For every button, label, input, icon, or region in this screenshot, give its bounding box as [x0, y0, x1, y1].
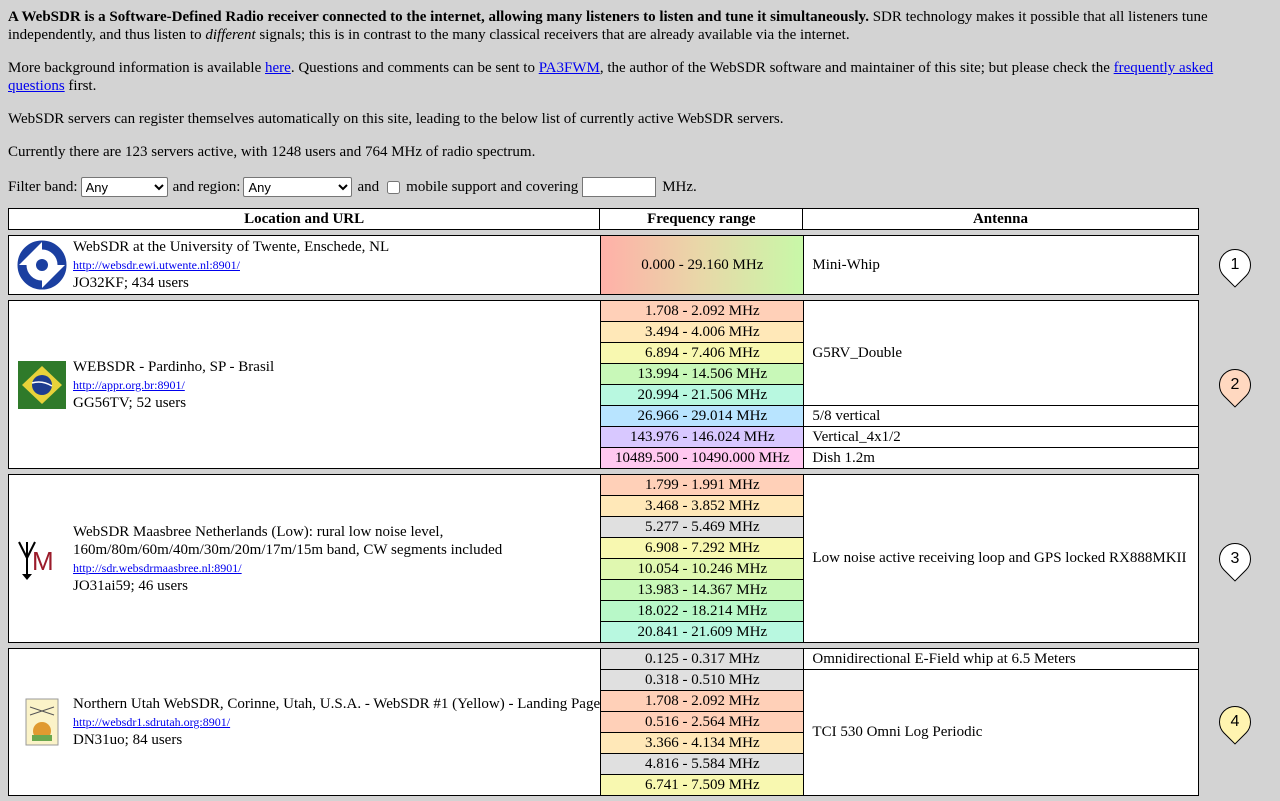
frequency-range: 3.468 - 3.852 MHz [601, 496, 803, 517]
map-marker-icon[interactable] [1213, 362, 1258, 407]
location-inner [9, 695, 600, 749]
frequency-range: 4.816 - 5.584 MHz [601, 754, 803, 775]
frequency-range: 1.799 - 1.991 MHz [601, 475, 803, 496]
region-filter-label: and region: [172, 179, 241, 195]
antenna-entry: 5/8 vertical [804, 406, 1197, 427]
bg-text-3: , the author of the WebSDR software and maintainer of this site; but please check the [599, 60, 1114, 76]
server-name: WebSDR at the University of Twente, Enschede, NL [73, 239, 390, 255]
marker-number: 1 [1230, 256, 1240, 273]
location-inner [9, 523, 600, 595]
header-antenna: Antenna [803, 208, 1198, 230]
frequency-range: 10.054 - 10.246 MHz [601, 559, 803, 580]
bg-text-2: . Questions and comments can be sent to [290, 60, 539, 76]
author-link[interactable]: PA3FWM [538, 60, 600, 76]
location-text [73, 358, 274, 412]
server-row [8, 300, 1272, 469]
antenna-entry: Omnidirectional E-Field whip at 6.5 Meters [804, 649, 1197, 670]
location-text [73, 238, 389, 292]
frequency-cell [600, 474, 803, 643]
antenna-entry: TCI 530 Omni Log Periodic [812, 724, 983, 740]
intro-text-2: signals; this is in contrast to the many classical receivers that are already available via the internet. [255, 27, 850, 43]
brazil-flag [17, 360, 67, 410]
map-marker-cell [1199, 648, 1272, 796]
map-marker-cell [1199, 235, 1272, 295]
location-text [73, 523, 600, 595]
band-select[interactable] [81, 177, 168, 197]
marker-number: 3 [1230, 549, 1240, 567]
frequency-range: 0.125 - 0.317 MHz [601, 649, 803, 670]
frequency-range: 10489.500 - 10490.000 MHz [601, 448, 803, 468]
intro-italic: different [205, 27, 256, 43]
frequency-range: 18.022 - 18.214 MHz [601, 601, 803, 622]
frequency-range: 0.000 - 29.160 MHz [601, 236, 803, 294]
antenna-cell [803, 300, 1198, 469]
server-info: JO32KF; 434 users [73, 275, 189, 291]
header-frequency: Frequency range [600, 208, 803, 230]
antenna-cell [803, 474, 1198, 643]
marker-number: 2 [1230, 375, 1240, 393]
twente-logo [17, 240, 67, 290]
frequency-range: 26.966 - 29.014 MHz [601, 406, 803, 427]
server-url-line [73, 256, 389, 274]
frequency-range: 1.708 - 2.092 MHz [601, 301, 803, 322]
server-name: WEBSDR - Pardinho, SP - Brasil [73, 358, 275, 375]
location-cell [8, 235, 600, 295]
utah-logo [17, 697, 67, 747]
antenna-entry: Vertical_4x1/2 [804, 427, 1197, 448]
frequency-range: 13.983 - 14.367 MHz [601, 580, 803, 601]
frequency-range: 6.741 - 7.509 MHz [601, 775, 803, 795]
server-url-line [73, 559, 600, 577]
frequency-input[interactable] [582, 177, 656, 197]
location-cell [8, 300, 600, 469]
faq-link[interactable]: frequently asked questions [8, 60, 1214, 94]
server-url-link[interactable]: http://appr.org.br:8901/ [73, 377, 185, 392]
and-label: and [357, 179, 380, 195]
server-url-line [73, 376, 274, 394]
frequency-range: 3.494 - 4.006 MHz [601, 322, 803, 343]
server-url-link[interactable]: http://websdr1.sdrutah.org:8901/ [73, 715, 231, 729]
map-marker-icon[interactable] [1213, 699, 1258, 744]
intro-text-1: SDR technology makes it possible that all listeners tune independently, and thus listen to [8, 9, 1208, 43]
frequency-range: 143.976 - 146.024 MHz [601, 427, 803, 448]
map-marker-icon[interactable] [1213, 242, 1258, 287]
svg-text:M: M [32, 545, 54, 576]
frequency-cell [600, 300, 803, 469]
table-header-row [8, 208, 1272, 230]
antenna-entry: Dish 1.2m [812, 449, 875, 466]
location-cell [8, 474, 600, 643]
region-select[interactable] [243, 177, 352, 197]
server-table [8, 203, 1272, 801]
server-row [8, 235, 1272, 295]
frequency-range: 20.841 - 21.609 MHz [601, 622, 803, 642]
intro-bold: A WebSDR is a Software-Defined Radio receiver connected to the internet, allowing many listeners to listen and tune it simultaneously. [8, 9, 869, 25]
frequency-range: 0.318 - 0.510 MHz [601, 670, 803, 691]
location-cell [8, 648, 600, 796]
here-link[interactable]: here [265, 60, 291, 76]
intro-paragraph [8, 8, 1272, 44]
frequency-range: 6.894 - 7.406 MHz [601, 343, 803, 364]
frequency-range: 3.366 - 4.134 MHz [601, 733, 803, 754]
server-name: Northern Utah WebSDR, Corinne, Utah, U.S.A. - WebSDR #1 (Yellow) - Landing Page [73, 696, 601, 712]
antenna-cell [803, 648, 1198, 796]
frequency-range: 1.708 - 2.092 MHz [601, 691, 803, 712]
location-text [73, 695, 600, 749]
stats-paragraph: Currently there are 123 servers active, with 1248 users and 764 MHz of radio spectrum. [8, 144, 536, 160]
map-marker-icon[interactable] [1213, 536, 1258, 581]
antenna-entry: Mini-Whip [812, 256, 880, 273]
register-paragraph: WebSDR servers can register themselves automatically on this site, leading to the below list of currently active WebSDR servers. [8, 111, 784, 127]
server-name: WebSDR Maasbree Netherlands (Low): rural low noise level, 160m/80m/60m/40m/30m/20m/17m/15m band, CW segments included [73, 523, 503, 558]
map-marker-cell [1199, 474, 1272, 643]
server-row [8, 648, 1272, 796]
server-url-link[interactable]: http://websdr.ewi.utwente.nl:8901/ [73, 258, 240, 272]
background-paragraph [8, 59, 1272, 95]
band-filter-label: Filter band: [8, 179, 78, 195]
map-marker-cell [1199, 300, 1272, 469]
mobile-support-label: mobile support and covering [406, 179, 579, 195]
server-info: JO31ai59; 46 users [73, 577, 188, 594]
frequency-range: 6.908 - 7.292 MHz [601, 538, 803, 559]
mobile-support-checkbox[interactable] [387, 181, 400, 194]
filter-bar [8, 176, 1272, 198]
frequency-cell [600, 235, 803, 295]
frequency-range: 0.516 - 2.564 MHz [601, 712, 803, 733]
marker-number: 4 [1230, 713, 1240, 730]
server-info: DN31uo; 84 users [73, 732, 183, 748]
location-inner [9, 238, 600, 292]
frequency-range: 5.277 - 5.469 MHz [601, 517, 803, 538]
bg-text-1: More background information is available [8, 60, 266, 76]
header-spacer [1199, 208, 1272, 230]
antenna-m-logo [17, 534, 67, 584]
server-row [8, 474, 1272, 643]
header-location: Location and URL [8, 208, 600, 230]
bg-text-4: first. [64, 78, 97, 94]
server-info: GG56TV; 52 users [73, 394, 187, 411]
server-url-link[interactable]: http://sdr.websdrmaasbree.nl:8901/ [73, 560, 242, 575]
location-inner [9, 358, 600, 412]
antenna-entry: Low noise active receiving loop and GPS locked RX888MKII [812, 550, 1187, 566]
antenna-entry: G5RV_Double [804, 301, 1197, 406]
antenna-cell [803, 235, 1198, 295]
frequency-range: 13.994 - 14.506 MHz [601, 364, 803, 385]
server-url-line [73, 713, 600, 731]
mhz-label: MHz. [662, 179, 697, 195]
frequency-range: 20.994 - 21.506 MHz [601, 385, 803, 406]
frequency-cell [600, 648, 803, 796]
